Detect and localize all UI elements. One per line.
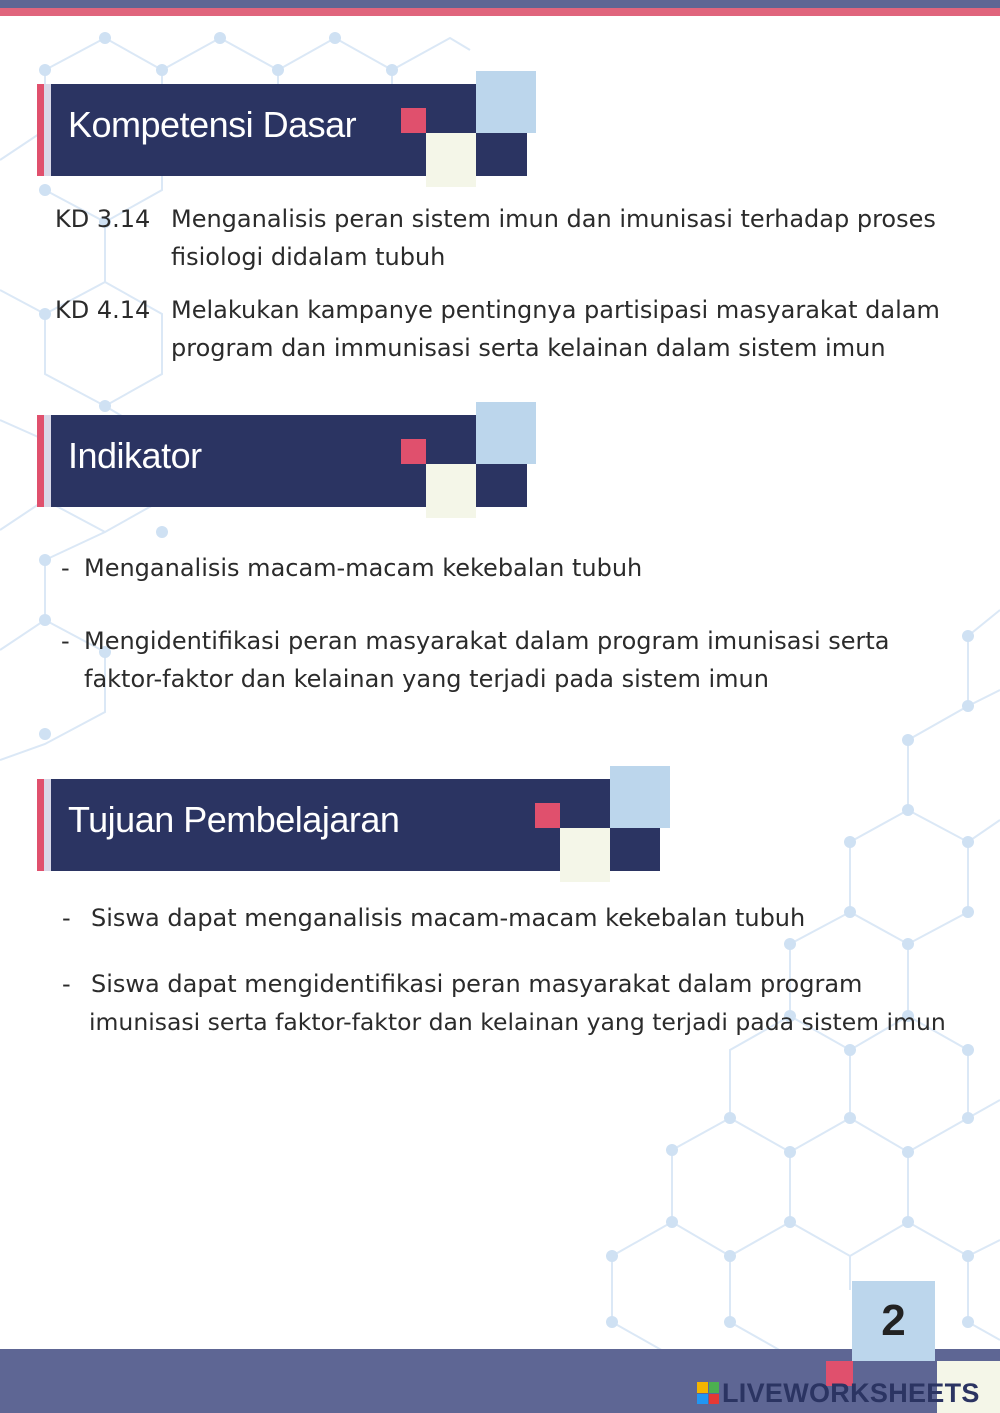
decor-square: [610, 828, 660, 871]
decor-square: [401, 439, 426, 464]
section-title: Tujuan Pembelajaran: [68, 799, 400, 840]
kd-text-line: program dan immunisasi serta kelainan dalam sistem imun: [171, 334, 886, 362]
tujuan-item-line: Siswa dapat mengidentifikasi peran masyarakat dalam program: [91, 970, 863, 998]
kd-code: KD 4.14: [55, 296, 151, 324]
decor-square: [426, 464, 476, 518]
kd-text-line: Melakukan kampanye pentingnya partisipasi masyarakat dalam: [171, 296, 940, 324]
decor-square: [535, 803, 560, 828]
bullet-marker: -: [61, 554, 70, 582]
decor-square: [426, 133, 476, 187]
section-title: Kompetensi Dasar: [68, 104, 357, 145]
watermark-text: LIVEWORKSHEETS: [722, 1377, 980, 1408]
decor-square: [476, 71, 536, 133]
tujuan-item-line: imunisasi serta faktor-faktor dan kelainan yang terjadi pada sistem imun: [89, 1008, 946, 1036]
liveworksheets-watermark[interactable]: [697, 1376, 980, 1410]
indikator-item-line: Mengidentifikasi peran masyarakat dalam program imunisasi serta: [84, 627, 890, 655]
indikator-item-line: Menganalisis macam-macam kekebalan tubuh: [84, 554, 643, 582]
decor-square: [610, 766, 670, 828]
decor-square: [560, 828, 610, 882]
section-title: Indikator: [68, 435, 202, 476]
bullet-marker: -: [62, 904, 71, 932]
kd-text-line: fisiologi didalam tubuh: [171, 243, 446, 271]
kd-text-line: Menganalisis peran sistem imun dan imunisasi terhadap proses: [171, 205, 936, 233]
bullet-marker: -: [62, 970, 71, 998]
tujuan-item-line: Siswa dapat menganalisis macam-macam kekebalan tubuh: [91, 904, 806, 932]
kd-code: KD 3.14: [55, 205, 151, 233]
liveworksheets-logo-icon: [697, 1382, 719, 1404]
bullet-marker: -: [61, 627, 70, 655]
page-number: 2: [852, 1281, 935, 1361]
decor-square: [476, 133, 527, 176]
decor-square: [476, 402, 536, 464]
indikator-item-line: faktor-faktor dan kelainan yang terjadi pada sistem imun: [84, 665, 769, 693]
decor-square: [476, 464, 527, 507]
decor-square: [401, 108, 426, 133]
